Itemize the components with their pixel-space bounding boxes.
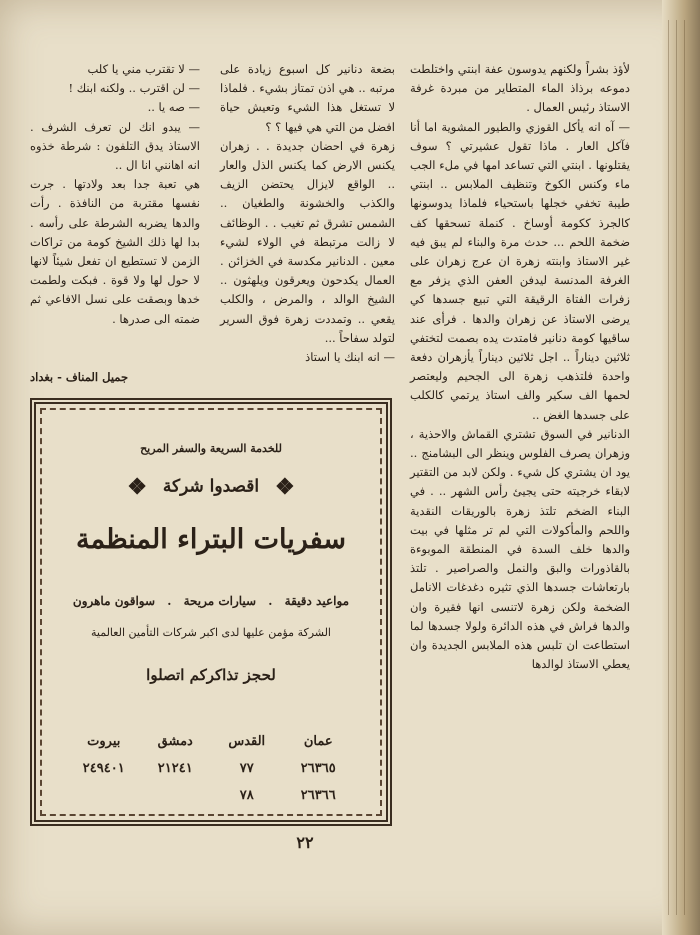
page-edge-line [676, 20, 677, 915]
ad-call-to-action [36, 474, 386, 500]
phone-number: ٢٤٩٤٠١ [82, 761, 125, 776]
page-edge-line [684, 20, 685, 915]
ad-company-name: سفريات البتراء المنظمة [76, 524, 346, 555]
phone-number: ٧٧ [239, 761, 254, 776]
ad-tagline: للخدمة السريعة والسفر المريح [140, 442, 282, 455]
article-paragraph: — يبدو انك لن تعرف الشرف . الاستاذ يدق التلفون : شرطة خذوه انه اهانني انا ال .. [30, 119, 200, 173]
ad-call-text: اقصدوا شركة [162, 476, 260, 497]
ad-feature: سواقون ماهرون [72, 594, 156, 608]
travel-advertisement [30, 398, 392, 826]
author-signature: جميل المناف - بغداد [30, 370, 129, 384]
ad-feature: سيارات مريحة [183, 594, 257, 608]
article-paragraph: بضعة دنانير كل اسبوع زيادة على مرتبه .. هي اذن تمتاز بشيء . فلماذا لا تستغل هذا الشيء وتعيش حياة افضل من التي هي فيها ؟ ؟ [220, 62, 395, 134]
article-paragraph: — لن اقترب .. ولكنه ابنك ! [68, 81, 200, 96]
phone-city: القدس [228, 734, 266, 749]
article-paragraph: — آه انه يأكل القوزي والطيور المشوية اما أنا فآكل العار . ماذا تقول عشيرتي ؟ سوف يقتلونها . ابنتي التي تساعد امها في ملء الجب ماء وكنس الكوخ وتنظيف الملابس .. ابنتي طيبة تخفي خجلها باستحياء فلماذا يدوسونها كالجرذ ككومة أوساخ . كنملة تسحقها كف ضخمة اللحم ... حدث مرة والبناء لم يبق فيه غير الاستاذ وابنته زهرة ان عرج زهران على الغرفة المدنسة ليدفن العفن الذي يزفر مع زفرات الفتاة الرقيقة التي تبيع جسدها كي يرضى الاستاذ عن زهران والدها . فرأى عند ساقيها كومة دنانير فامتدت يده بصمت لتختفي ثلاثين ديناراً .. اجل ثلاثين ديناراً يأزهران دفعة واحدة فلتذهب زهرة الى الجحيم وليعتصر لحمها الف سكير والف استاذ يرتمي كالكلب على جسدها الغض .. [410, 119, 630, 422]
ornament-icon: ❖ [127, 474, 147, 500]
article-paragraph: زهرة في احضان جديدة . . زهران يكنس الارض كما يكنس الذل والعار .. الواقع لايزال يحتضن الزيف والكذب والخشونة والطغيان .. الشمس تشرق ثم تغيب . . الوظائف لا زالت مرتبطة في الولاء لشيء معين . الدنانير مكدسة في الخزائن . العمال يكدحون ويعرقون ويلهثون .. الشيخ الوالد ، والمرض ، والكلب يقعي .. وتمددت زهرة فوق السرير لتولد سفاحاً ... [220, 138, 395, 345]
article-paragraph: الدنانير في السوق تشتري القماش والاحذية ، وزهران يصرف الفلوس وينظر الى البشامنج .. يود ان يشتري كل شيء . ولكن لابد من التقتير لابقاء خرجيته حتى يجيئ رأس الشهر .. . في البناء الضخم تلتذ زهرة بالوريقات النقدية واللحم والمأكولات التي لم تر مثلها في بيت والدها خلف السدة في المنطقة الموبوءة بالقاذورات والبق والنمل والصراصير . تلتذ بارتعاشات جسدها الذي تثيره دغدغات الانامل الضخمة ولكن زهرة لاتنسى انها فقيرة وان والدها فراش في هذه الدائرة ولولا جسدها لما استطاعت ان تلبس هذه الملابس الجديدة وان يعطي الاستاذ لوالدها [410, 426, 630, 672]
article-paragraph: هي تعبة جدا بعد ولادتها . جرت نفسها مقتربة من النافذة . رأت والدها يضربه الشرطة على رأسه . بدا لها ذلك الشيخ كومة من تراكات الزمن لا تستطيع ان تفعل شيئاً لانها لا حول لها ولا قوة . فبكت ولطمت خدها وبصقت على نسل الافاعي ثم ضمته الى صدرها . [30, 177, 200, 326]
phone-number: ٢٦٣٦٥ [300, 761, 336, 776]
article-paragraph: — لا تقترب مني يا كلب [87, 62, 200, 76]
ornament-icon: ❖ [275, 474, 295, 500]
page-number: ٢٢ [296, 833, 314, 852]
page-edge-line [668, 20, 669, 915]
phone-number [140, 788, 212, 803]
phone-city: عمان [303, 734, 333, 749]
article-paragraph: — انه ابنك يا استاذ [305, 350, 395, 365]
phone-city: بيروت [87, 734, 121, 749]
phone-table [68, 734, 354, 803]
ad-insurance-note: الشركة مؤمن عليها لدى اكبر شركات التأمين العالمية [91, 626, 331, 639]
separator-dot: . [268, 594, 273, 608]
separator-dot: . [167, 594, 172, 608]
phone-number [68, 788, 140, 803]
ad-booking-line: لحجز تذاكركم اتصلوا [146, 666, 276, 684]
phone-number: ٢٦٣٦٦ [300, 788, 336, 803]
article-column-right [410, 60, 630, 675]
phone-number: ٧٨ [239, 788, 254, 803]
ad-features [36, 594, 386, 608]
phone-number: ٢١٢٤١ [157, 761, 193, 776]
article-paragraph: لأؤذ بشراً ولكنهم يدوسون عفة ابنتي واختلطت دموعه برذاذ الماء المتطاير من مبردة غرفة الاستاذ رئيس العمال . [410, 62, 630, 115]
ad-feature: مواعيد دقيقة [284, 594, 350, 608]
article-paragraph: — صه يا .. [147, 100, 200, 115]
article-column-middle [220, 60, 395, 367]
phone-city: دمشق [157, 734, 193, 749]
article-column-left [30, 60, 200, 329]
